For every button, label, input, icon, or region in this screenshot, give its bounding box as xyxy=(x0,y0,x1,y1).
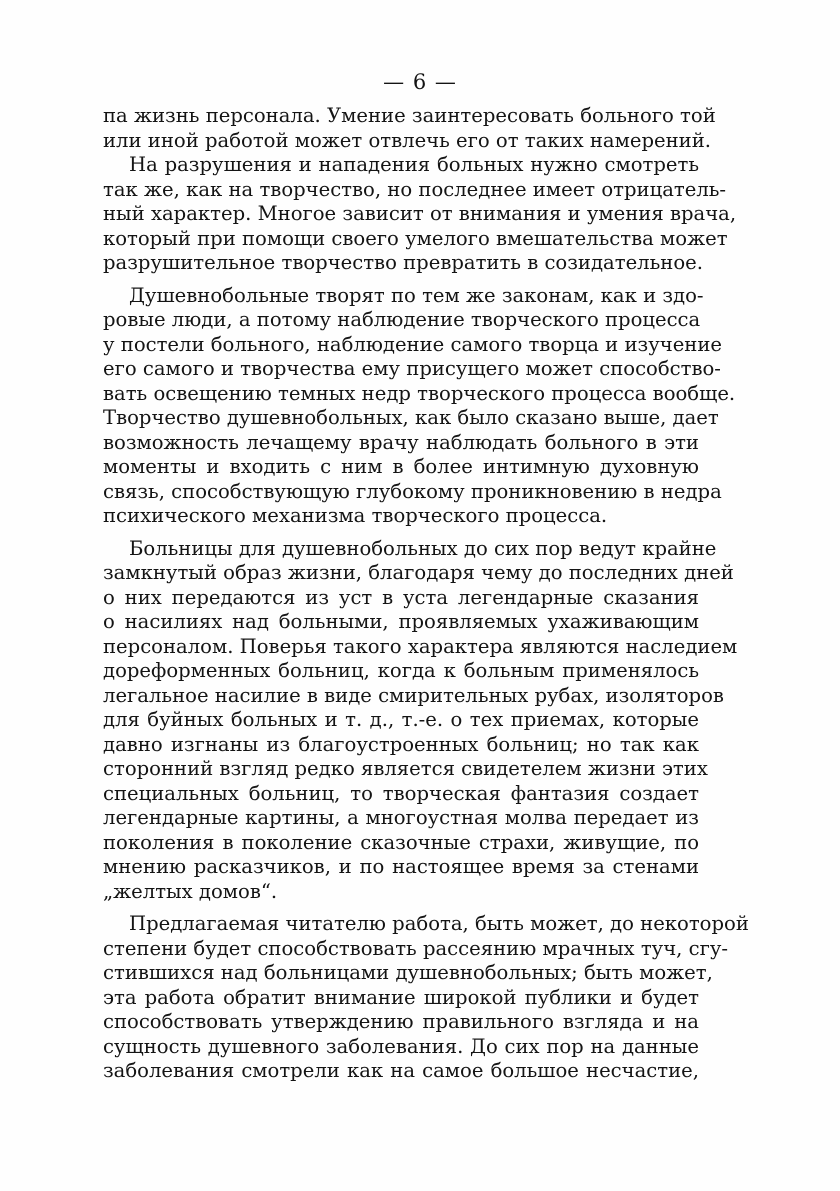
text-line: или иной работой может отвлечь его от таких намерений. xyxy=(103,128,711,152)
text-line: стившихся над больницами душевнобольных; быть может, xyxy=(103,961,713,984)
text-line: возможность лечащему врачу наблюдать больного в эти xyxy=(103,430,699,454)
text-line: который при помощи своего умелого вмешательства может xyxy=(103,226,728,250)
text-line: сторонний взгляд редко является свидетелем жизни этих xyxy=(103,757,708,780)
text-line: разрушительное творчество превратить в созидательное. xyxy=(103,251,703,274)
text-line: Предлагаемая читателю работа, быть может, до некоторой xyxy=(129,912,749,935)
text-line: для буйных больных и т. д., т.-е. о тех приемах, которые xyxy=(103,708,699,731)
text-line: Душевнобольные творят по тем же законам, как и здо- xyxy=(129,283,704,307)
paragraph-gap xyxy=(103,276,699,284)
text-line: легальное насилие в виде смирительных рубах, изоляторов xyxy=(103,683,724,707)
paragraph xyxy=(103,104,716,153)
text-line: персоналом. Поверья такого характера являются наследием xyxy=(103,634,738,658)
text-line: способствовать утверждению правильного взгляда и на xyxy=(103,1010,699,1033)
text-line: давно изгнаны из благоустроенных больниц; но так как xyxy=(103,732,699,756)
text-line: специальных больниц, то творческая фантазия создает xyxy=(103,781,699,805)
text-line: о них передаются из уст в уста легендарные сказания xyxy=(103,585,699,609)
text-line: связь, способствующую глубокому проникновению в недра xyxy=(103,479,722,503)
text-line: Больницы для душевнобольных до сих пор ведут крайне xyxy=(129,536,717,560)
text-line: психического механизма творческого процесса. xyxy=(103,504,608,527)
text-line: вать освещению темных недр творческого процесса вообще. xyxy=(103,381,736,405)
paragraph-gap xyxy=(103,529,699,537)
paragraph xyxy=(103,536,738,905)
text-line: ный характер. Многое зависит от внимания и умения врача, xyxy=(103,202,737,225)
text-line: ровые люди, а потому наблюдение творческого процесса xyxy=(103,308,701,331)
paragraph xyxy=(103,153,737,276)
text-line: Творчество душевнобольных, как было сказано выше, дает xyxy=(103,406,719,429)
text-line: сущность душевного заболевания. До сих пор на данные xyxy=(103,1034,699,1058)
text-line: дореформенных больниц, когда к больным применялось xyxy=(103,659,699,682)
text-line: его самого и творчества ему присущего может способство- xyxy=(103,357,721,380)
text-line: заболевания смотрели как на самое большое несчастие, xyxy=(103,1059,699,1082)
text-line: „желтых домов“. xyxy=(103,879,278,903)
text-line: На разрушения и нападения больных нужно смотреть xyxy=(129,153,699,176)
paragraph xyxy=(103,912,749,1084)
text-line: па жизнь персонала. Умение заинтересовать больного той xyxy=(103,104,716,127)
text-line: о насилиях над больными, проявляемых ухаживающим xyxy=(103,610,699,633)
text-line: замкнутый образ жизни, благодаря чему до последних дней xyxy=(103,561,734,584)
text-line: мнению расказчиков, и по настоящее время за стенами xyxy=(103,855,699,878)
text-line: эта работа обратит внимание широкой публики и будет xyxy=(103,985,699,1009)
text-line: поколения в поколение сказочные страхи, живущие, по xyxy=(103,830,699,854)
paragraph xyxy=(103,283,736,529)
text-line: так же, как на творчество, но последнее имеет отрицатель- xyxy=(103,177,727,201)
text-line: моменты и входить с ним в более интимную духовную xyxy=(103,455,699,478)
text-line: у постели больного, наблюдение самого творца и изучение xyxy=(103,332,723,356)
paragraph-gap xyxy=(103,904,699,912)
text-line: легендарные картины, а многоустная молва передает из xyxy=(103,806,699,829)
body-text xyxy=(103,104,749,1084)
text-line: степени будет способствовать рассеянию мрачных туч, сгу- xyxy=(103,936,729,960)
page-number: — 6 — xyxy=(383,70,457,94)
